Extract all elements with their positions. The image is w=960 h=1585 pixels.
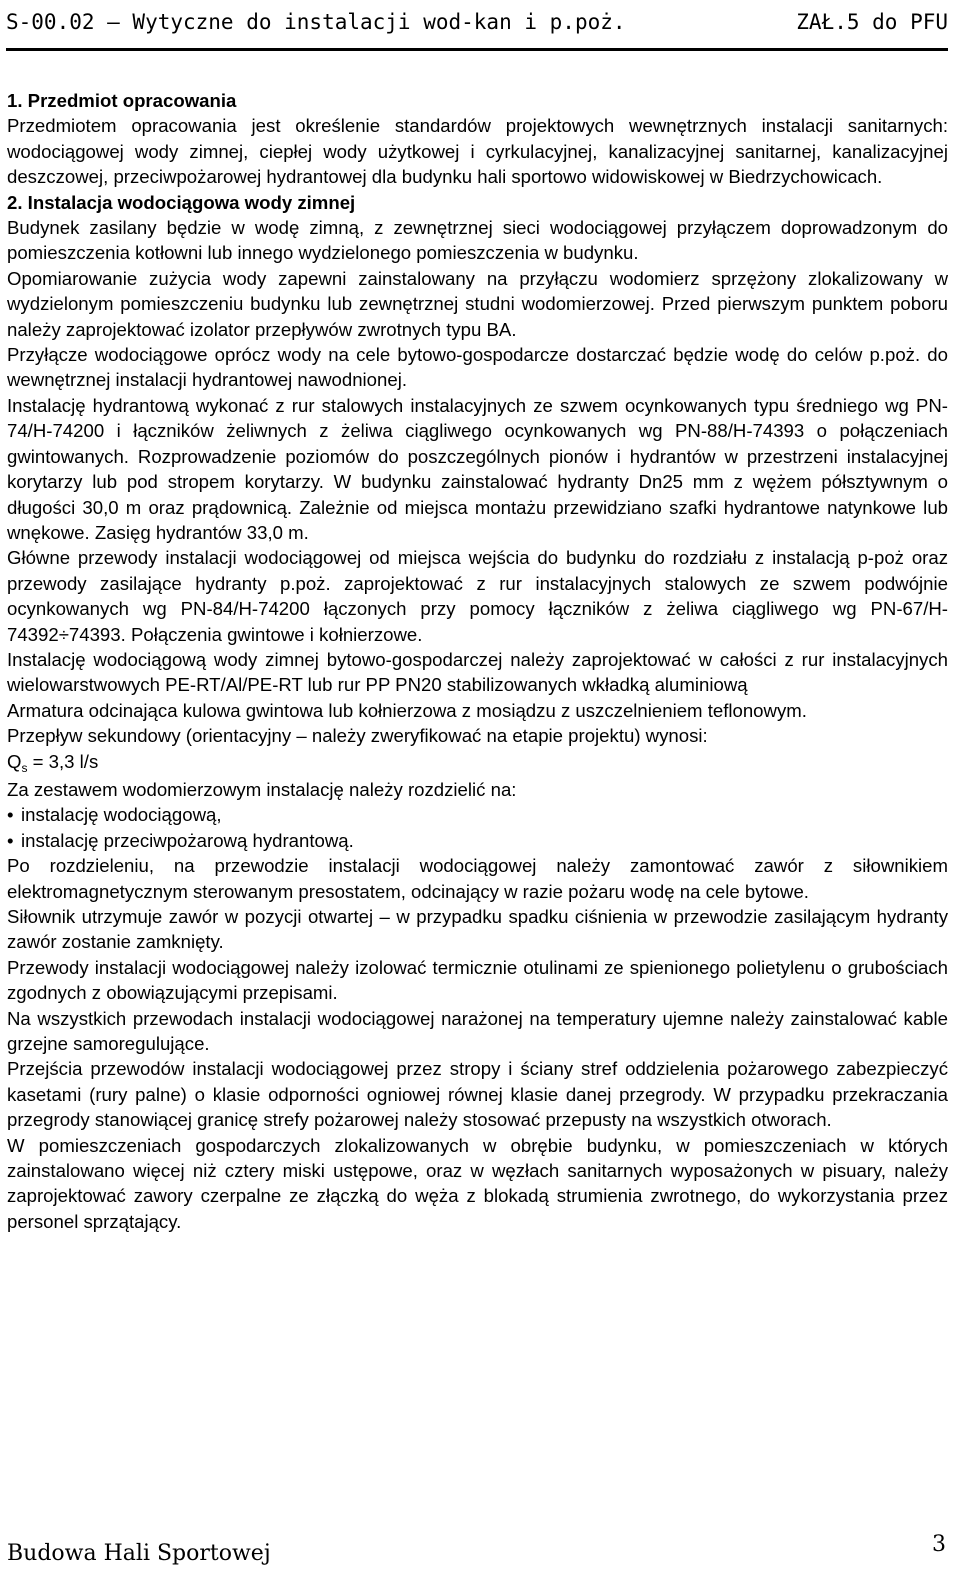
paragraph-heating-cables: Na wszystkich przewodach instalacji wodociągowej narażonej na temperatury ujemne należy zainstalować kable grzejne samoregulujące. — [7, 1007, 948, 1055]
paragraph-distribution: Za zestawem wodomierzowym instalację należy rozdzielić na: — [7, 778, 517, 800]
paragraph-supply: Budynek zasilany będzie w wodę zimną, z zewnętrznej sieci wodociągowej przyłączem doprowadzonym do pomieszczenia kotłowni lub innego wydzielonego pomieszczenia w budynku. — [7, 217, 948, 264]
page-header — [6, 4, 948, 51]
list-item: • instalację przeciwpożarową hydrantową. — [7, 828, 948, 853]
page-number: 3 — [932, 1532, 946, 1557]
flow-symbol: Q — [7, 750, 22, 772]
paragraph-hydrant-installation: Instalację hydrantową wykonać z rur stalowych instalacyjnych ze szwem ocynkowanych typu średniego wg PN-74/H-74200 i łączników żeliwnych z żeliwa ciągliwego ocynkowanych wg PN-88/H-74393 o połączeniach gwintowanych. Rozprowadzenie poziomów do poszczególnych pionów i hydrantów w przestrzeni instalacyjnej korytarzy lub pod stropem korytarzy. W budynku zainstalować hydranty Dn25 mm z wężem półsztywnym o długości 30,0 m oraz prądownicą. Zależnie od miejsca montażu przewidziano szafki hydrantowe natynkowe lub wnękowe. Zasięg hydrantów 33,0 m. — [7, 394, 948, 543]
paragraph-valve: Po rozdzieleniu, na przewodzie instalacji wodociągowej należy zamontować zawór z siłownikiem elektromagnetycznym sterowanym presostatem, odcinający w razie pożaru wodę na cele bytowe. — [7, 855, 948, 902]
paragraph-flow: Przepływ sekundowy (orientacyjny – należy zweryfikować na etapie projektu) wynosi: — [7, 725, 708, 747]
paragraph-main-pipes: Główne przewody instalacji wodociągowej od miejsca wejścia do budynku do rozdziału z instalacją p-poż oraz przewody zasilające hydranty p.poż. zaprojektować z rur instalacyjnych stalowych ze szwem podwójnie ocynkowanych wg PN-84/H-74200 łączonych przy pomocy łączników z żeliwa ciągliwego wg PN-67/H-74392÷74393. Połączenia gwintowe i kołnierzowe. — [7, 547, 948, 645]
flow-subscript: s — [21, 760, 28, 775]
paragraph-taps: W pomieszczeniach gospodarczych zlokalizowanych w obrębie budynku, w pomieszczeniach w których zainstalowano więcej niż cztery miski ustępowe, oraz w węzłach sanitarnych wyposażonych w pisuary, należy zaprojektować zawory czerpalne ze złączką do węża z blokadą strumienia zwrotnego, do wykorzystania przez personel sprzątający. — [7, 1134, 948, 1232]
section-1-heading: 1. Przedmiot opracowania — [7, 90, 237, 111]
document-body — [7, 88, 948, 1234]
paragraph-actuator: Siłownik utrzymuje zawór w pozycji otwartej – w przypadku spadku ciśnienia w przewodzie zasilającym hydranty zawór zostanie zamknięty. — [7, 906, 948, 953]
header-attachment-label: ZAŁ.5 do PFU — [796, 10, 948, 34]
section-1-text: Przedmiotem opracowania jest określenie standardów projektowych wewnętrznych instalacji sanitarnych: wodociągowej wody zimnej, ciepłej wody użytkowej i cyrkulacyjnej, kanalizacyjnej sanitarnej, kanalizacyjnej deszczowej, przeciwpożarowej hydrantowej dla budynku hali sportowo widowiskowej w Biedrzychowicach. — [7, 115, 948, 188]
paragraph-insulation: Przewody instalacji wodociągowej należy izolować termicznie otulinami ze spienionego polietylenu o grubościach zgodnych z obowiązującymi przepisami. — [7, 956, 948, 1004]
header-document-title: S-00.02 – Wytyczne do instalacji wod-kan i p.poż. — [6, 10, 626, 34]
paragraph-fire-passages: Przejścia przewodów instalacji wodociągowej przez stropy i ściany stref oddzielenia pożarowego zabezpieczyć kasetami (rury palne) o klasie odporności ogniowej równej klasie danej przegrody. W przypadku przekraczania przegrody stanowiącej granicę strefy pożarowej należy stosować przepusty na wszystkich otworach. — [7, 1058, 948, 1131]
paragraph-metering: Opomiarowanie zużycia wody zapewni zainstalowany na przyłączu wodomierz sprzężony zlokalizowany w wydzielonym pomieszczeniu budynku lub zewnętrznej studni wodomierzowej. Przed pierwszym punktem poboru należy zaprojektować izolator przepływów zwrotnych typu BA. — [7, 267, 948, 340]
paragraph-connection: Przyłącze wodociągowe oprócz wody na cele bytowo-gospodarcze dostarczać będzie wodę do celów p.poż. do wewnętrznej instalacji hydrantowej nawodnionej. — [7, 344, 948, 391]
flow-value: = 3,3 l/s — [27, 750, 99, 772]
section-2-heading: 2. Instalacja wodociągowa wody zimnej — [7, 191, 356, 213]
paragraph-fittings: Armatura odcinająca kulowa gwintowa lub kołnierzowa z mosiądzu z uszczelnieniem teflonowym. — [7, 699, 807, 721]
paragraph-cold-water-pipes: Instalację wodociągową wody zimnej bytowo-gospodarczej należy zaprojektować w całości z rur instalacyjnych wielowarstwowych PE-RT/Al/PE-RT lub rur PP PN20 stabilizowanych wkładką aluminiową — [7, 648, 948, 696]
footer-project-name: Budowa Hali Sportowej — [7, 1541, 271, 1566]
flow-formula — [7, 749, 948, 777]
distribution-list — [7, 802, 948, 853]
list-item: • instalację wodociągową, — [7, 802, 948, 827]
